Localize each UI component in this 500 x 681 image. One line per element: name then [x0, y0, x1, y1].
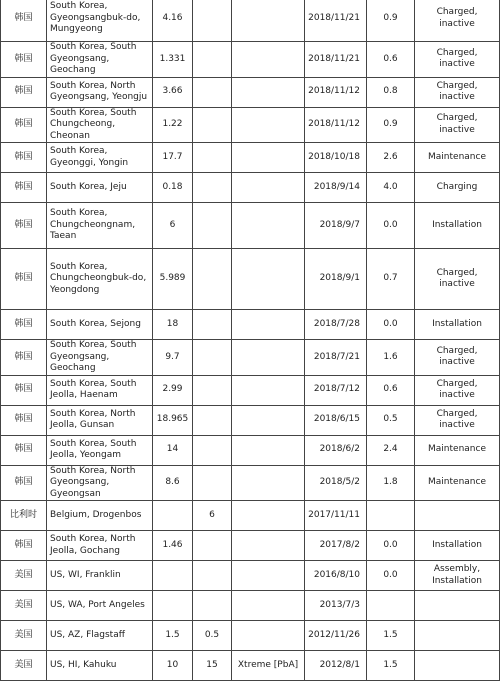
cell-status: Charged, inactive	[415, 42, 500, 78]
table-row	[1, 531, 500, 561]
cell-status: Charged, inactive	[415, 107, 500, 143]
cell-country: 美国	[1, 621, 47, 651]
cell-location: South Korea, South Gyeongsang, Geochang	[47, 42, 153, 78]
table-row	[1, 77, 500, 107]
cell-energy: 0.0	[367, 203, 415, 249]
cell-country: 韩国	[1, 203, 47, 249]
cell-status: Charged, inactive	[415, 405, 500, 435]
cell-energy: 0.8	[367, 77, 415, 107]
cell-energy: 0.6	[367, 375, 415, 405]
cell-date: 2018/7/21	[305, 340, 367, 376]
table-row	[1, 435, 500, 465]
cell-capacity: 6	[153, 203, 193, 249]
cell-power	[193, 42, 232, 78]
cell-energy: 1.5	[367, 651, 415, 681]
cell-energy: 0.5	[367, 405, 415, 435]
cell-location: South Korea, Chungcheongnam, Taean	[47, 203, 153, 249]
cell-date: 2018/6/15	[305, 405, 367, 435]
cell-capacity: 18.965	[153, 405, 193, 435]
cell-location: South Korea, North Jeolla, Gunsan	[47, 405, 153, 435]
cell-power	[193, 435, 232, 465]
cell-capacity: 0.18	[153, 173, 193, 203]
cell-location: South Korea, North Jeolla, Gochang	[47, 531, 153, 561]
table-row	[1, 249, 500, 310]
cell-location: South Korea, South Jeolla, Yeongam	[47, 435, 153, 465]
cell-location: South Korea, South Chungcheong, Cheonan	[47, 107, 153, 143]
cell-country: 韩国	[1, 405, 47, 435]
cell-power	[193, 591, 232, 621]
cell-capacity	[153, 591, 193, 621]
cell-tech	[232, 435, 305, 465]
cell-status: Maintenance	[415, 435, 500, 465]
cell-country: 韩国	[1, 340, 47, 376]
cell-location: US, WI, Franklin	[47, 561, 153, 591]
cell-location: Belgium, Drogenbos	[47, 501, 153, 531]
cell-location: South Korea, Sejong	[47, 310, 153, 340]
cell-tech	[232, 143, 305, 173]
cell-country: 美国	[1, 561, 47, 591]
cell-power	[193, 465, 232, 501]
cell-status: Charged, inactive	[415, 77, 500, 107]
cell-date: 2018/10/18	[305, 143, 367, 173]
cell-power: 6	[193, 501, 232, 531]
cell-location: South Korea, Gyeonggi, Yongin	[47, 143, 153, 173]
cell-capacity: 5.989	[153, 249, 193, 310]
cell-tech	[232, 375, 305, 405]
cell-country: 韩国	[1, 173, 47, 203]
cell-power	[193, 203, 232, 249]
cell-energy: 1.8	[367, 465, 415, 501]
cell-power	[193, 340, 232, 376]
cell-location: South Korea, North Gyeongsang, Yeongju	[47, 77, 153, 107]
cell-capacity: 2.99	[153, 375, 193, 405]
cell-date: 2013/7/3	[305, 591, 367, 621]
cell-status	[415, 501, 500, 531]
cell-power	[193, 249, 232, 310]
cell-energy: 0.0	[367, 561, 415, 591]
cell-energy	[367, 501, 415, 531]
cell-capacity: 1.22	[153, 107, 193, 143]
cell-energy: 1.5	[367, 621, 415, 651]
table-row	[1, 501, 500, 531]
cell-capacity: 1.331	[153, 42, 193, 78]
table-row	[1, 42, 500, 78]
cell-location: South Korea, Gyeongsangbuk-do, Mungyeong	[47, 0, 153, 42]
cell-power	[193, 173, 232, 203]
cell-tech	[232, 310, 305, 340]
cell-country: 韩国	[1, 143, 47, 173]
cell-country: 韩国	[1, 435, 47, 465]
cell-capacity: 4.16	[153, 0, 193, 42]
cell-status: Charged, inactive	[415, 0, 500, 42]
cell-power	[193, 531, 232, 561]
cell-power	[193, 405, 232, 435]
cell-tech	[232, 340, 305, 376]
cell-tech	[232, 621, 305, 651]
cell-country: 韩国	[1, 249, 47, 310]
cell-power: 15	[193, 651, 232, 681]
cell-energy	[367, 591, 415, 621]
cell-tech	[232, 501, 305, 531]
cell-tech	[232, 405, 305, 435]
cell-location: US, AZ, Flagstaff	[47, 621, 153, 651]
cell-date: 2018/11/21	[305, 42, 367, 78]
table-row	[1, 310, 500, 340]
cell-capacity: 14	[153, 435, 193, 465]
cell-energy: 0.0	[367, 531, 415, 561]
cell-tech	[232, 42, 305, 78]
cell-status: Charged, inactive	[415, 375, 500, 405]
cell-status: Installation	[415, 531, 500, 561]
cell-date: 2012/11/26	[305, 621, 367, 651]
cell-date: 2012/8/1	[305, 651, 367, 681]
cell-energy: 0.9	[367, 107, 415, 143]
cell-date: 2018/5/2	[305, 465, 367, 501]
cell-tech	[232, 591, 305, 621]
table-row	[1, 591, 500, 621]
cell-country: 韩国	[1, 107, 47, 143]
cell-status: Maintenance	[415, 143, 500, 173]
cell-tech	[232, 249, 305, 310]
table-row	[1, 143, 500, 173]
cell-country: 韩国	[1, 42, 47, 78]
cell-location: South Korea, North Gyeongsang, Gyeongsan	[47, 465, 153, 501]
cell-date: 2018/9/14	[305, 173, 367, 203]
cell-power	[193, 375, 232, 405]
cell-capacity: 8.6	[153, 465, 193, 501]
cell-tech: Xtreme [PbA]	[232, 651, 305, 681]
cell-tech	[232, 203, 305, 249]
table-row	[1, 375, 500, 405]
cell-status: Charged, inactive	[415, 340, 500, 376]
cell-status: Charged, inactive	[415, 249, 500, 310]
table-row	[1, 465, 500, 501]
cell-energy: 1.6	[367, 340, 415, 376]
table-row	[1, 173, 500, 203]
cell-date: 2018/7/28	[305, 310, 367, 340]
cell-capacity: 9.7	[153, 340, 193, 376]
cell-status: Installation	[415, 203, 500, 249]
cell-capacity	[153, 501, 193, 531]
cell-location: South Korea, Chungcheongbuk-do, Yeongdong	[47, 249, 153, 310]
cell-capacity: 1.5	[153, 621, 193, 651]
cell-energy: 4.0	[367, 173, 415, 203]
cell-power	[193, 143, 232, 173]
cell-country: 韩国	[1, 465, 47, 501]
cell-date: 2017/11/11	[305, 501, 367, 531]
cell-country: 韩国	[1, 531, 47, 561]
cell-tech	[232, 173, 305, 203]
cell-status	[415, 651, 500, 681]
cell-energy: 0.7	[367, 249, 415, 310]
cell-energy: 2.6	[367, 143, 415, 173]
cell-power	[193, 77, 232, 107]
cell-energy: 0.0	[367, 310, 415, 340]
cell-date: 2017/8/2	[305, 531, 367, 561]
cell-date: 2018/7/12	[305, 375, 367, 405]
cell-capacity: 10	[153, 651, 193, 681]
cell-country: 韩国	[1, 375, 47, 405]
cell-country: 比利时	[1, 501, 47, 531]
cell-location: US, HI, Kahuku	[47, 651, 153, 681]
cell-power: 0.5	[193, 621, 232, 651]
cell-tech	[232, 465, 305, 501]
cell-energy: 2.4	[367, 435, 415, 465]
cell-location: South Korea, Jeju	[47, 173, 153, 203]
cell-location: US, WA, Port Angeles	[47, 591, 153, 621]
cell-status: Charging	[415, 173, 500, 203]
table-row	[1, 621, 500, 651]
cell-energy: 0.9	[367, 0, 415, 42]
cell-tech	[232, 77, 305, 107]
cell-status: Installation	[415, 310, 500, 340]
cell-tech	[232, 0, 305, 42]
table-row	[1, 561, 500, 591]
cell-country: 韩国	[1, 310, 47, 340]
cell-status: Maintenance	[415, 465, 500, 501]
cell-date: 2016/8/10	[305, 561, 367, 591]
cell-power	[193, 0, 232, 42]
cell-date: 2018/11/21	[305, 0, 367, 42]
cell-date: 2018/11/12	[305, 107, 367, 143]
cell-capacity: 17.7	[153, 143, 193, 173]
cell-tech	[232, 107, 305, 143]
cell-date: 2018/9/7	[305, 203, 367, 249]
table-row	[1, 651, 500, 681]
cell-status	[415, 591, 500, 621]
cell-capacity: 3.66	[153, 77, 193, 107]
cell-date: 2018/11/12	[305, 77, 367, 107]
cell-date: 2018/9/1	[305, 249, 367, 310]
cell-country: 美国	[1, 651, 47, 681]
cell-tech	[232, 561, 305, 591]
cell-energy: 0.6	[367, 42, 415, 78]
cell-country: 韩国	[1, 77, 47, 107]
cell-date: 2018/6/2	[305, 435, 367, 465]
cell-status: Assembly, Installation	[415, 561, 500, 591]
cell-capacity: 18	[153, 310, 193, 340]
cell-power	[193, 561, 232, 591]
cell-power	[193, 310, 232, 340]
cell-country: 韩国	[1, 0, 47, 42]
table-row	[1, 340, 500, 376]
cell-location: South Korea, South Jeolla, Haenam	[47, 375, 153, 405]
cell-location: South Korea, South Gyeongsang, Geochang	[47, 340, 153, 376]
table-row	[1, 405, 500, 435]
cell-capacity: 1.46	[153, 531, 193, 561]
cell-power	[193, 107, 232, 143]
cell-capacity	[153, 561, 193, 591]
cell-country: 美国	[1, 591, 47, 621]
table-row	[1, 203, 500, 249]
table-row	[1, 0, 500, 42]
table-row	[1, 107, 500, 143]
cell-tech	[232, 531, 305, 561]
cell-status	[415, 621, 500, 651]
